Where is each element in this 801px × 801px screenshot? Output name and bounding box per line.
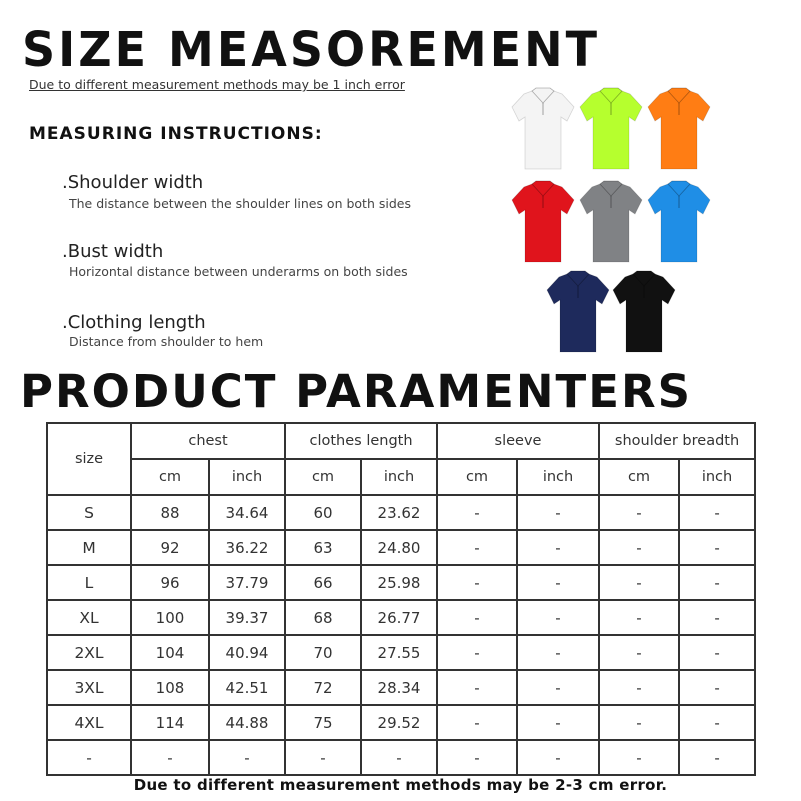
measurement-cell: -: [599, 740, 679, 775]
measurement-cell: -: [517, 565, 599, 600]
table-row: [47, 670, 755, 705]
measurement-cell: 68: [285, 600, 361, 635]
measurement-cell: 104: [131, 635, 209, 670]
measurement-cell: -: [599, 635, 679, 670]
measurement-cell: -: [679, 705, 755, 740]
measurement-cell: 114: [131, 705, 209, 740]
measurement-cell: -: [437, 670, 517, 705]
measurement-cell: -: [599, 600, 679, 635]
measurement-cell: -: [599, 530, 679, 565]
measurement-cell: 66: [285, 565, 361, 600]
measurement-cell: 70: [285, 635, 361, 670]
measurement-cell: -: [437, 740, 517, 775]
unit-header: cm: [599, 459, 679, 495]
measurement-cell: 36.22: [209, 530, 285, 565]
measurement-cell: 24.80: [361, 530, 437, 565]
unit-header: inch: [209, 459, 285, 495]
size-header: size: [47, 423, 131, 495]
measurement-cell: 29.52: [361, 705, 437, 740]
measurement-cell: -: [517, 740, 599, 775]
table-row: [47, 495, 755, 530]
polo-shirt-gallery: [500, 80, 730, 360]
size-cell: M: [47, 530, 131, 565]
measurement-cell: 37.79: [209, 565, 285, 600]
measurement-cell: -: [517, 705, 599, 740]
measurement-cell: -: [285, 740, 361, 775]
table-row: [47, 635, 755, 670]
chest-header: chest: [131, 423, 285, 459]
measurement-cell: -: [517, 600, 599, 635]
measurement-cell: 75: [285, 705, 361, 740]
measurement-cell: -: [437, 600, 517, 635]
polo-shirt-image: [611, 268, 677, 356]
size-cell: -: [47, 740, 131, 775]
page-title: SIZE MEASOREMENT: [22, 20, 600, 78]
size-cell: L: [47, 565, 131, 600]
error-footnote: Due to different measurement methods may be 2-3 cm error.: [133, 776, 668, 794]
measurement-cell: 27.55: [361, 635, 437, 670]
measurement-cell: -: [679, 670, 755, 705]
measurement-cell: 72: [285, 670, 361, 705]
measurement-cell: 108: [131, 670, 209, 705]
measurement-cell: -: [679, 600, 755, 635]
measurement-cell: 60: [285, 495, 361, 530]
measurement-cell: -: [437, 530, 517, 565]
measurement-note: Due to different measurement methods may be 1 inch error: [29, 77, 405, 92]
section-title: PRODUCT PARAMENTERS: [20, 365, 692, 418]
measurement-cell: -: [599, 495, 679, 530]
instruction-length-desc: Distance from shoulder to hem: [69, 334, 264, 349]
unit-header: cm: [437, 459, 517, 495]
instructions-heading: MEASURING INSTRUCTIONS:: [29, 124, 323, 144]
measurement-cell: -: [679, 565, 755, 600]
table-row: [47, 565, 755, 600]
measurement-cell: -: [437, 565, 517, 600]
table-row: [47, 740, 755, 775]
measurement-cell: -: [517, 495, 599, 530]
measurement-cell: -: [517, 530, 599, 565]
unit-header: inch: [679, 459, 755, 495]
polo-shirt-image: [646, 85, 712, 173]
measurement-cell: 42.51: [209, 670, 285, 705]
size-cell: 3XL: [47, 670, 131, 705]
unit-header: cm: [285, 459, 361, 495]
measurement-cell: 25.98: [361, 565, 437, 600]
instruction-shoulder-title: .Shoulder width: [62, 172, 204, 193]
measurement-cell: -: [599, 565, 679, 600]
measurement-cell: 40.94: [209, 635, 285, 670]
size-cell: S: [47, 495, 131, 530]
instruction-bust-title: .Bust width: [62, 241, 164, 262]
table-row: [47, 600, 755, 635]
polo-shirt-image: [646, 178, 712, 266]
measurement-cell: -: [679, 740, 755, 775]
polo-shirt-image: [545, 268, 611, 356]
measurement-cell: 92: [131, 530, 209, 565]
unit-header: inch: [361, 459, 437, 495]
polo-shirt-image: [510, 85, 576, 173]
instruction-length-title: .Clothing length: [62, 312, 206, 333]
table-row: [47, 530, 755, 565]
sleeve-header: sleeve: [437, 423, 599, 459]
size-cell: XL: [47, 600, 131, 635]
polo-shirt-image: [578, 178, 644, 266]
measurement-cell: -: [437, 705, 517, 740]
measurement-cell: -: [679, 495, 755, 530]
instruction-shoulder-desc: The distance between the shoulder lines on both sides: [69, 196, 411, 211]
measurement-cell: 88: [131, 495, 209, 530]
measurement-cell: -: [679, 635, 755, 670]
measurement-cell: 39.37: [209, 600, 285, 635]
measurement-cell: 23.62: [361, 495, 437, 530]
table-row: [47, 705, 755, 740]
measurement-cell: -: [437, 635, 517, 670]
size-cell: 4XL: [47, 705, 131, 740]
instruction-bust-desc: Horizontal distance between underarms on both sides: [69, 264, 408, 279]
measurement-cell: 63: [285, 530, 361, 565]
measurement-cell: -: [517, 670, 599, 705]
size-cell: 2XL: [47, 635, 131, 670]
measurement-cell: -: [209, 740, 285, 775]
measurement-cell: 44.88: [209, 705, 285, 740]
polo-shirt-image: [578, 85, 644, 173]
measurement-cell: -: [679, 530, 755, 565]
shoulder-breadth-header: shoulder breadth: [599, 423, 755, 459]
measurement-cell: -: [599, 705, 679, 740]
measurement-cell: 26.77: [361, 600, 437, 635]
measurement-cell: -: [131, 740, 209, 775]
measurement-cell: -: [517, 635, 599, 670]
unit-header: cm: [131, 459, 209, 495]
measurement-cell: 34.64: [209, 495, 285, 530]
measurement-cell: 96: [131, 565, 209, 600]
measurement-cell: 28.34: [361, 670, 437, 705]
clothes-length-header: clothes length: [285, 423, 437, 459]
measurement-cell: -: [437, 495, 517, 530]
unit-header: inch: [517, 459, 599, 495]
measurement-cell: -: [361, 740, 437, 775]
polo-shirt-image: [510, 178, 576, 266]
size-chart-table: [46, 422, 756, 776]
measurement-cell: 100: [131, 600, 209, 635]
measurement-cell: -: [599, 670, 679, 705]
